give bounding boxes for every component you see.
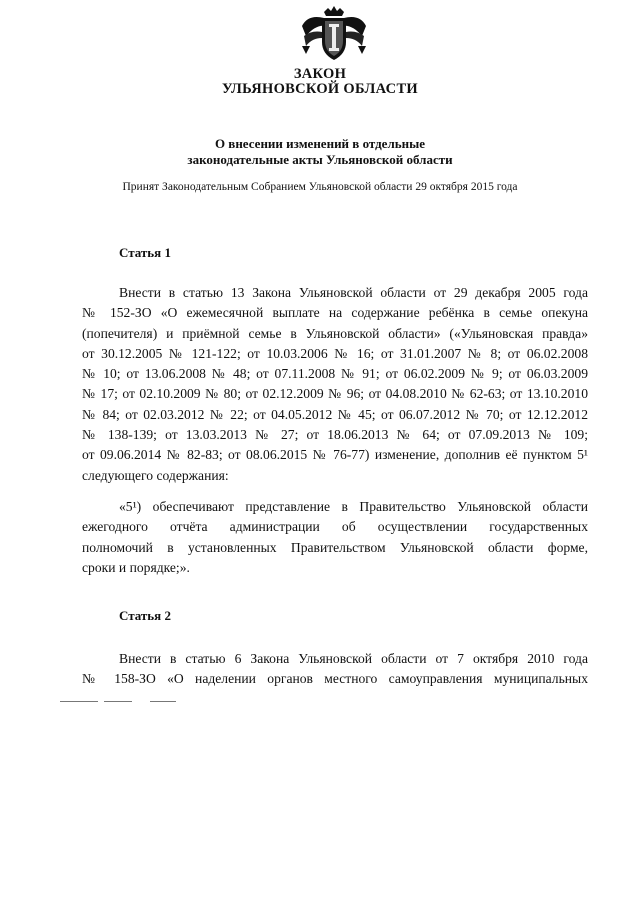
article-1-line: № 84; от 02.03.2012 № 22; от 04.05.2012 № 45; от 06.07.2012 № 70; от 12.12.2012 bbox=[82, 406, 588, 422]
article-1-line: № 17; от 02.10.2009 № 80; от 02.12.2009 № 96; от 04.08.2010 № 62-63; от 13.10.2010 bbox=[82, 386, 588, 402]
quote-line: «5¹) обеспечивают представление в Правительство Ульяновской области bbox=[119, 499, 588, 514]
article-1-line: от 09.06.2014 № 82-83; от 08.06.2015 № 76-77) изменение, дополнив её пунктом 5¹ bbox=[82, 447, 588, 463]
law-subject-line-2: законодательные акты Ульяновской области bbox=[187, 152, 453, 167]
article-1-quote bbox=[82, 497, 588, 578]
law-title: ЗАКОН bbox=[293, 66, 347, 82]
law-region: УЛЬЯНОВСКОЙ ОБЛАСТИ bbox=[221, 81, 419, 97]
quote-line: полномочий в установленных Правительством Ульяновской области форме, bbox=[82, 539, 588, 555]
article-2-line: № 158-ЗО «О наделении органов местного самоуправления муниципальных bbox=[82, 671, 588, 687]
article-2-heading: Статья 2 bbox=[119, 608, 171, 623]
article-1-line: № 10; от 13.06.2008 № 48; от 07.11.2008 № 91; от 06.02.2009 № 9; от 06.03.2009 bbox=[82, 366, 588, 382]
article-1-heading: Статья 1 bbox=[119, 245, 171, 260]
article-1-line: от 30.12.2005 № 121-122; от 10.03.2006 № 16; от 31.01.2007 № 8; от 06.02.2008 bbox=[82, 345, 588, 361]
article-2-body bbox=[82, 649, 588, 690]
coat-of-arms-icon bbox=[298, 6, 370, 62]
article-1-line: № 152-ЗО «О ежемесячной выплате на содержание ребёнка в семье опекуна bbox=[82, 305, 588, 321]
article-1-line: (попечителя) и приёмной семье в Ульяновской области» («Ульяновская правда» bbox=[82, 325, 588, 341]
quote-line: ежегодного отчёта администрации об осуществлении государственных bbox=[82, 519, 588, 535]
article-1-body bbox=[82, 283, 588, 486]
scan-artifact-lines bbox=[60, 701, 200, 705]
article-1-line: № 138-139; от 13.03.2013 № 27; от 18.06.2013 № 64; от 07.09.2013 № 109; bbox=[82, 427, 588, 443]
article-1-line: Внести в статью 13 Закона Ульяновской области от 29 декабря 2005 года bbox=[119, 285, 588, 300]
law-subject-line-1: О внесении изменений в отдельные bbox=[214, 136, 426, 151]
adoption-note: Принят Законодательным Собранием Ульяновской области 29 октября 2015 года bbox=[122, 181, 518, 193]
quote-line: сроки и порядке;». bbox=[82, 559, 190, 575]
article-1-line: следующего содержания: bbox=[82, 467, 229, 483]
article-2-line: Внести в статью 6 Закона Ульяновской области от 7 октября 2010 года bbox=[119, 651, 588, 666]
